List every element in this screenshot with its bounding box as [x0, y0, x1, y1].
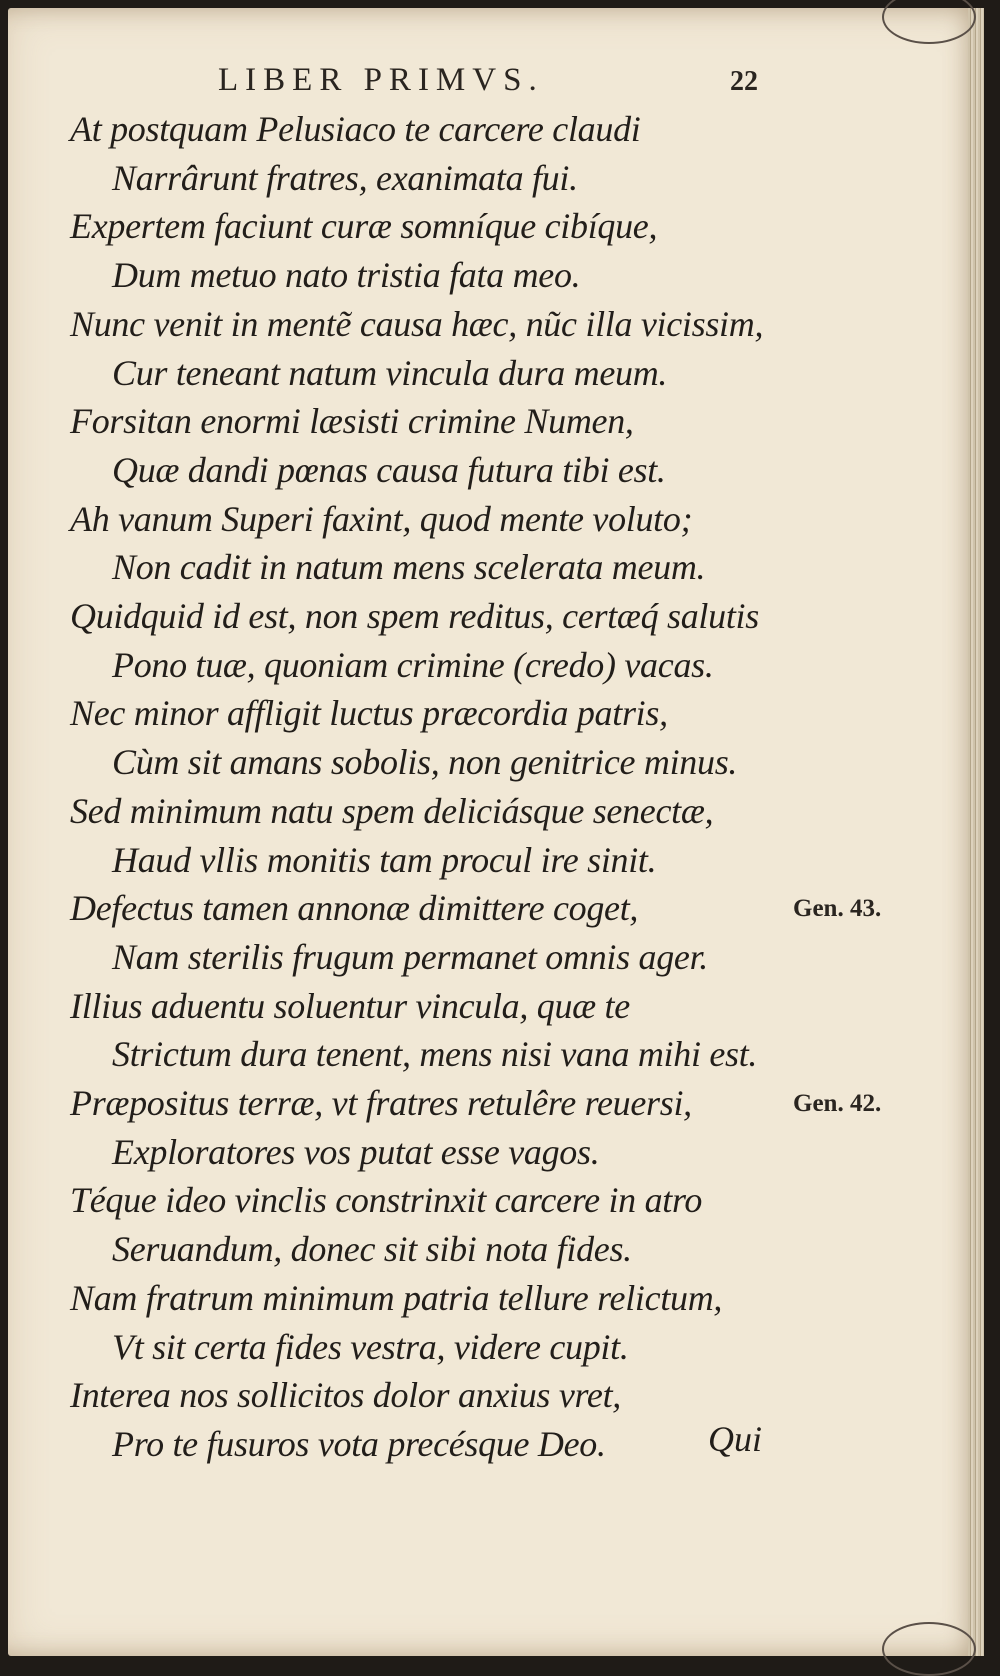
verse-line: Nec minor affligit luctus præcordia patris, — [70, 693, 668, 733]
verse-line: Expertem faciunt curæ somníque cibíque, — [70, 206, 658, 246]
page-corner-bottom-right — [882, 1622, 976, 1676]
verse-line: Vt sit certa fides vestra, videre cupit. — [112, 1327, 629, 1367]
page-fore-edge — [968, 8, 984, 1656]
verse-line: Defectus tamen annonæ dimittere coget, — [70, 888, 639, 928]
verse-line: Non cadit in natum mens scelerata meum. — [112, 547, 706, 587]
verse-line: Ah vanum Superi faxint, quod mente voluto; — [70, 499, 693, 539]
marginal-note: Gen. 42. — [793, 1090, 882, 1117]
marginal-note: Gen. 43. — [793, 895, 882, 922]
page-corner-top-right — [882, 0, 976, 44]
verse-line: Cùm sit amans sobolis, non genitrice minus. — [112, 742, 738, 782]
verse-line: Quidquid id est, non spem reditus, certæq́ salutis — [70, 596, 759, 636]
verse-line: Cur teneant natum vincula dura meum. — [112, 353, 668, 393]
verse-line: Nam fratrum minimum patria tellure relictum, — [70, 1278, 723, 1318]
verse-line: Illius aduentu soluentur vincula, quæ te — [70, 986, 630, 1026]
running-title: LIBER PRIMVS. — [218, 62, 544, 98]
verse-line: Præpositus terræ, vt fratres retulêre reuersi, — [70, 1083, 692, 1123]
verse-line: Quæ dandi pœnas causa futura tibi est. — [112, 450, 666, 490]
verse-line: Nunc venit in mentẽ causa hæc, nũc illa vicissim, — [70, 304, 764, 344]
verse-line: Téque ideo vinclis constrinxit carcere in atro — [70, 1180, 703, 1220]
verse-line: Strictum dura tenent, mens nisi vana mihi est. — [112, 1034, 758, 1074]
verse-line: Forsitan enormi læsisti crimine Numen, — [70, 401, 634, 441]
verse-line: Nam sterilis frugum permanet omnis ager. — [112, 937, 709, 977]
verse-line: Seruandum, donec sit sibi nota fides. — [112, 1229, 632, 1269]
verse-line: At postquam Pelusiaco te carcere claudi — [70, 109, 641, 149]
verse-line: Narrârunt fratres, exanimata fui. — [112, 158, 578, 198]
verse-line: Pono tuæ, quoniam crimine (credo) vacas. — [112, 645, 714, 685]
catchword: Qui — [708, 1419, 762, 1459]
verse-line: Pro te fusuros vota precésque Deo. — [112, 1424, 606, 1464]
verse-line: Haud vllis monitis tam procul ire sinit. — [112, 840, 657, 880]
verse-line: Exploratores vos putat esse vagos. — [112, 1132, 600, 1172]
folio-number: 22 — [730, 66, 758, 97]
verse-line: Dum metuo nato tristia fata meo. — [112, 255, 581, 295]
verse-line: Sed minimum natu spem deliciásque senectæ, — [70, 791, 714, 831]
verse-line: Interea nos sollicitos dolor anxius vret, — [70, 1375, 621, 1415]
book-page — [8, 8, 984, 1656]
